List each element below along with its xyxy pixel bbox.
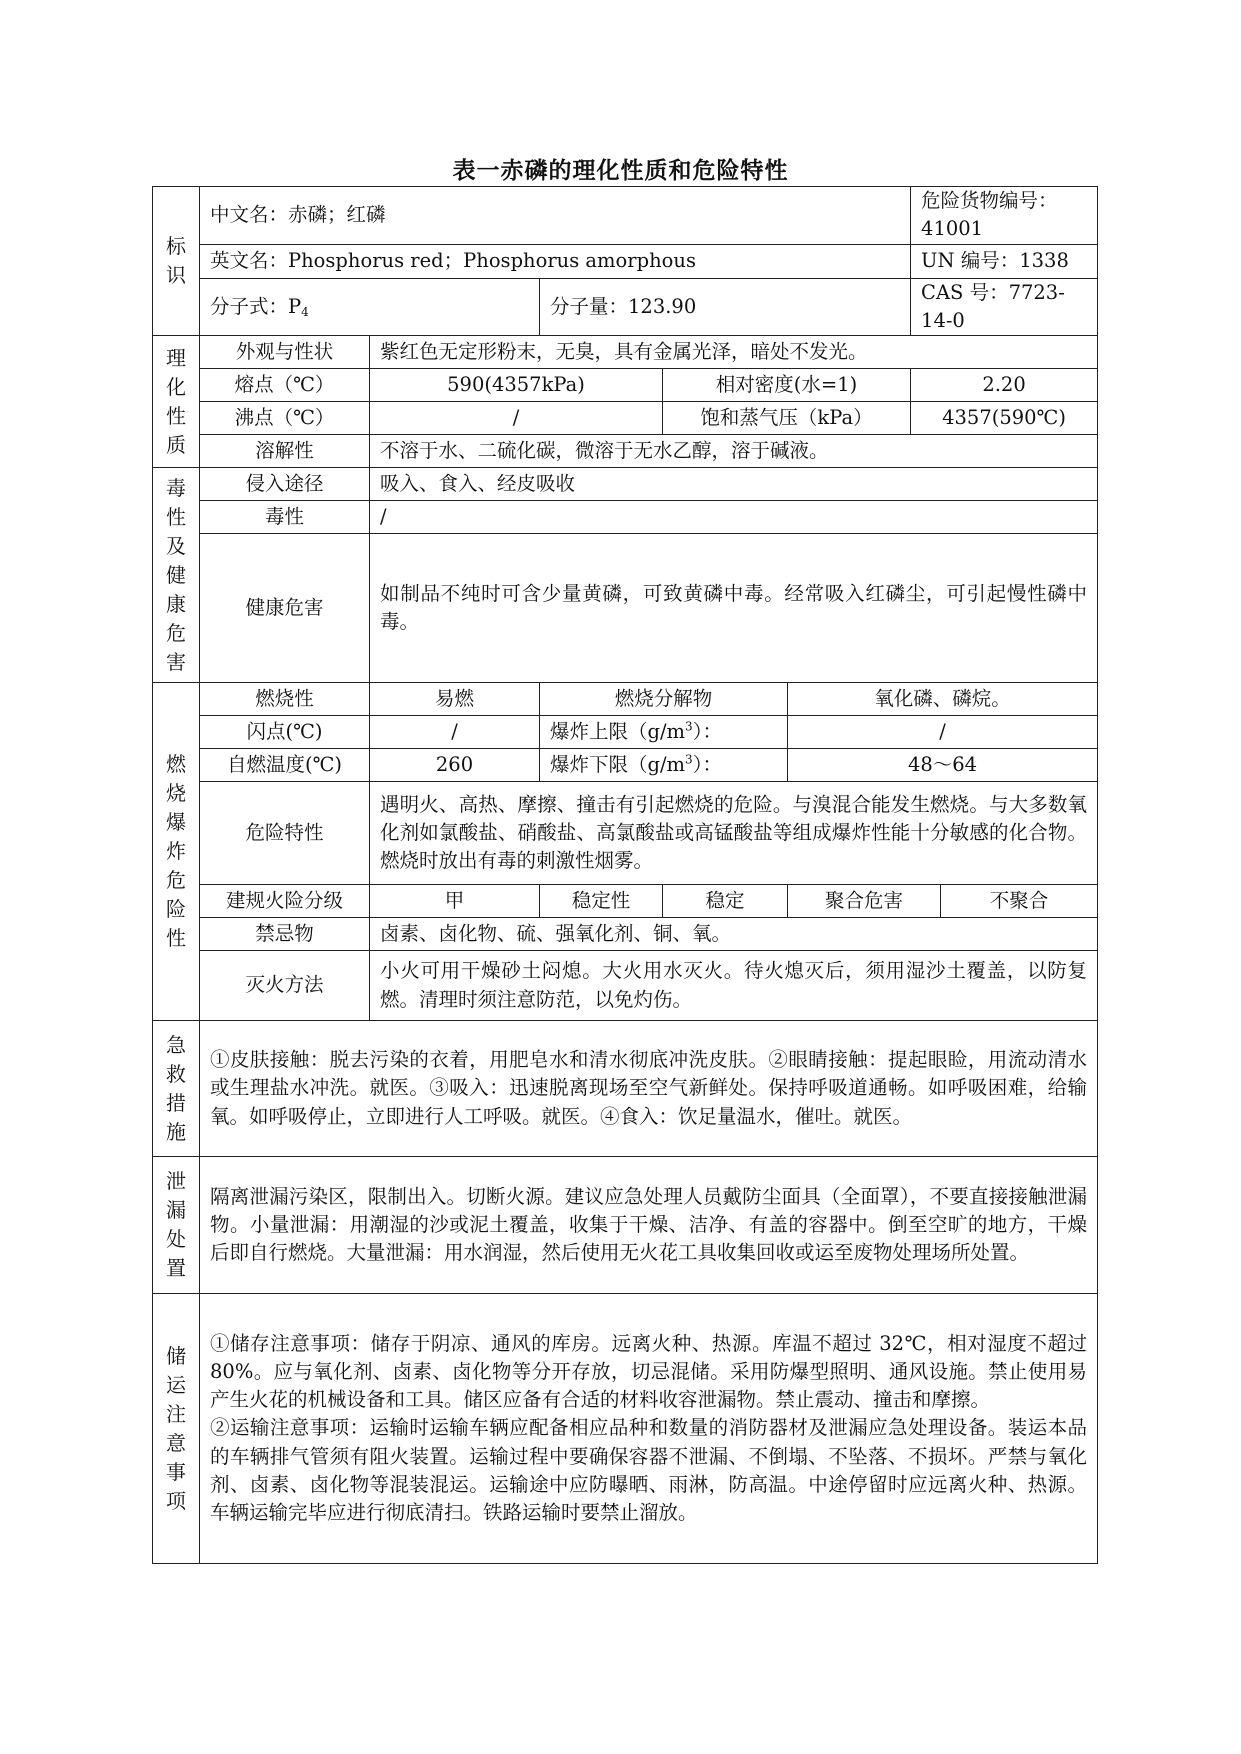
autoignition-value: 260 xyxy=(370,749,540,782)
cas-number-cell: CAS 号：7723-14-0 xyxy=(911,278,1098,336)
upper-limit-label xyxy=(540,716,788,749)
stability-value: 稳定 xyxy=(663,885,788,918)
cn-name-cell: 中文名：赤磷；红磷 xyxy=(200,187,911,245)
upper-limit-tail: ）： xyxy=(692,719,722,743)
boiling-point-value: / xyxy=(370,402,663,435)
vapor-pressure-label: 饱和蒸气压（kPa） xyxy=(663,402,911,435)
toxicity-value: / xyxy=(370,501,1098,534)
extinguish-label: 灭火方法 xyxy=(200,951,370,1021)
incompatible-label: 禁忌物 xyxy=(200,918,370,951)
lower-limit-tail: ）： xyxy=(692,752,722,776)
formula-cell xyxy=(200,278,540,336)
fire-class-label: 建规火险分级 xyxy=(200,885,370,918)
page-title: 表一赤磷的理化性质和危险特性 xyxy=(452,158,789,184)
route-label: 侵入途径 xyxy=(200,468,370,501)
storage-text: ①储存注意事项：储存于阴凉、通风的库房。远离火种、热源。库温不超过 32℃，相对湿度不超过 80%。应与氧化剂、卤素、卤化物等分开存放，切忌混储。采用防爆型照明、通风设施。禁止使用易产生火花的机械设备和工具。储区应备有合适的材料收容泄漏物。禁止震动、撞击和摩擦。 xyxy=(210,1331,1088,1412)
section-firstaid: 急救措施 xyxy=(153,1021,200,1157)
melting-point-value: 590(4357kPa) xyxy=(370,369,663,402)
section-toxicity: 毒性及健康危害 xyxy=(153,468,200,683)
decomposition-label: 燃烧分解物 xyxy=(540,683,788,716)
melting-point-label: 熔点（℃） xyxy=(200,369,370,402)
density-label: 相对密度(水=1) xyxy=(663,369,911,402)
spill-text: 隔离泄漏污染区，限制出入。切断火源。建议应急处理人员戴防尘面具（全面罩），不要直接接触泄漏物。小量泄漏：用潮湿的沙或泥土覆盖，收集于干燥、洁净、有盖的容器中。倒至空旷的地方，干燥后即自行燃烧。大量泄漏：用水润湿，然后使用无火花工具收集回收或运至废物处理场所处置。 xyxy=(200,1157,1098,1294)
dg-number-cell: 危险货物编号：41001 xyxy=(911,187,1098,245)
combustibility-label: 燃烧性 xyxy=(200,683,370,716)
solubility-label: 溶解性 xyxy=(200,435,370,468)
route-value: 吸入、食入、经皮吸收 xyxy=(370,468,1098,501)
lower-limit-sup: 3 xyxy=(685,752,693,767)
lower-limit-label xyxy=(540,749,788,782)
boiling-point-label: 沸点（℃） xyxy=(200,402,370,435)
en-name-cell: 英文名：Phosphorus red；Phosphorus amorphous xyxy=(200,244,911,278)
incompatible-value: 卤素、卤化物、硫、强氧化剂、铜、氧。 xyxy=(370,918,1098,951)
storage-transport-cell xyxy=(200,1294,1098,1564)
formula-label: 分子式：P xyxy=(210,294,302,318)
solubility-value: 不溶于水、二硫化碳，微溶于无水乙醇，溶于碱液。 xyxy=(370,435,1098,468)
polymerization-label: 聚合危害 xyxy=(788,885,941,918)
section-spill: 泄漏处置 xyxy=(153,1157,200,1294)
hazard-value: 遇明火、高热、摩擦、撞击有引起燃烧的危险。与溴混合能发生燃烧。与大多数氧化剂如氯酸盐、硝酸盐、高氯酸盐或高锰酸盐等组成爆炸性能十分敏感的化合物。燃烧时放出有毒的刺激性烟雾。 xyxy=(370,782,1098,885)
health-label: 健康危害 xyxy=(200,534,370,683)
appearance-label: 外观与性状 xyxy=(200,336,370,369)
vapor-pressure-value: 4357(590℃) xyxy=(911,402,1098,435)
property-table xyxy=(152,186,1098,1564)
upper-limit-sup: 3 xyxy=(685,719,693,734)
transport-text: ②运输注意事项：运输时运输车辆应配备相应品种和数量的消防器材及泄漏应急处理设备。装运本品的车辆排气管须有阻火装置。运输过程中要确保容器不泄漏、不倒塌、不坠落、不损坏。严禁与氧化剂、卤素、卤化物等混装混运。运输途中应防曝晒、雨淋，防高温。中途停留时应远离火种、热源。车辆运输完毕应进行彻底清扫。铁路运输时要禁止溜放。 xyxy=(210,1416,1088,1525)
section-identity: 标识 xyxy=(153,187,200,336)
formula-subscript: 4 xyxy=(301,304,309,319)
stability-label: 稳定性 xyxy=(540,885,663,918)
upper-limit-text: 爆炸上限（g/m xyxy=(550,719,686,743)
lower-limit-value: 48～64 xyxy=(788,749,1098,782)
section-physchem: 理化性质 xyxy=(153,336,200,468)
section-fire: 燃烧爆炸危险性 xyxy=(153,683,200,1021)
decomposition-value: 氧化磷、磷烷。 xyxy=(788,683,1098,716)
toxicity-label: 毒性 xyxy=(200,501,370,534)
health-value: 如制品不纯时可含少量黄磷，可致黄磷中毒。经常吸入红磷尘，可引起慢性磷中毒。 xyxy=(370,534,1098,683)
section-storage: 储运注意事项 xyxy=(153,1294,200,1564)
un-number-cell: UN 编号：1338 xyxy=(911,244,1098,278)
hazard-label: 危险特性 xyxy=(200,782,370,885)
polymerization-value: 不聚合 xyxy=(941,885,1098,918)
autoignition-label: 自燃温度(℃) xyxy=(200,749,370,782)
extinguish-value: 小火可用干燥砂土闷熄。大火用水灭火。待火熄灭后，须用湿沙土覆盖，以防复燃。清理时须注意防范，以免灼伤。 xyxy=(370,951,1098,1021)
appearance-value: 紫红色无定形粉末，无臭，具有金属光泽，暗处不发光。 xyxy=(370,336,1098,369)
density-value: 2.20 xyxy=(911,369,1098,402)
lower-limit-text: 爆炸下限（g/m xyxy=(550,752,686,776)
flash-point-value: / xyxy=(370,716,540,749)
fire-class-value: 甲 xyxy=(370,885,540,918)
combustibility-value: 易燃 xyxy=(370,683,540,716)
molecular-weight-cell: 分子量：123.90 xyxy=(540,278,911,336)
firstaid-text: ①皮肤接触：脱去污染的衣着，用肥皂水和清水彻底冲洗皮肤。②眼睛接触：提起眼睑，用流动清水或生理盐水冲洗。就医。③吸入：迅速脱离现场至空气新鲜处。保持呼吸道通畅。如呼吸困难，给输氧。如呼吸停止，立即进行人工呼吸。就医。④食入：饮足量温水，催吐。就医。 xyxy=(200,1021,1098,1157)
upper-limit-value: / xyxy=(788,716,1098,749)
flash-point-label: 闪点(℃) xyxy=(200,716,370,749)
